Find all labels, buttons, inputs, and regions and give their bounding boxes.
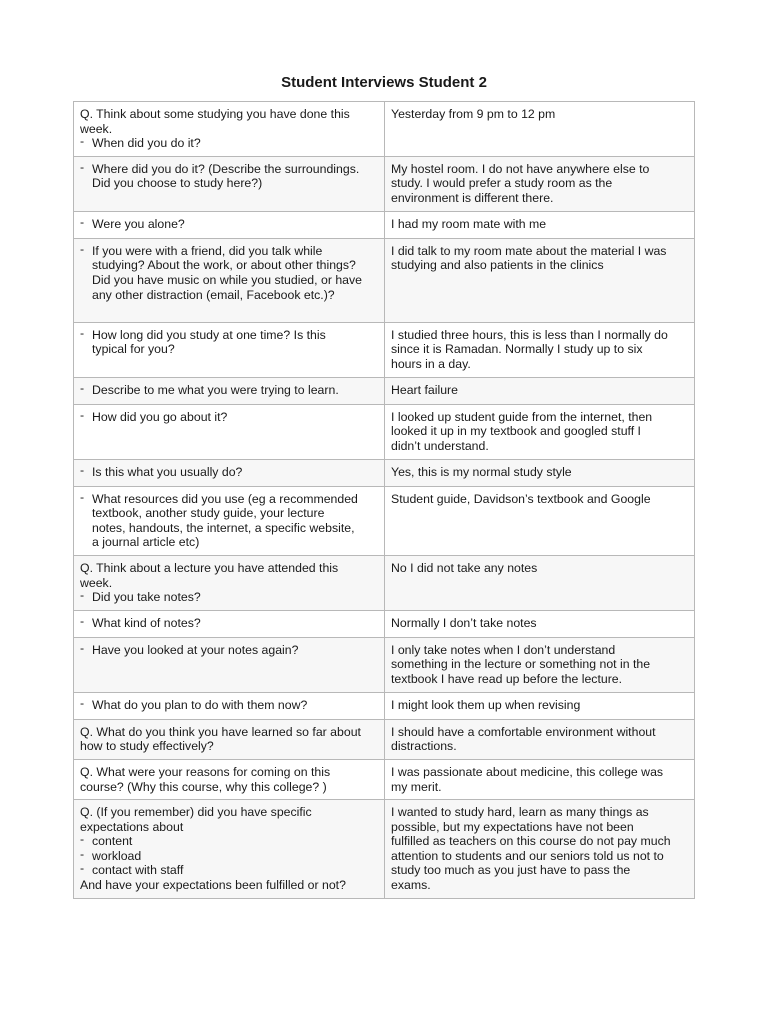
answer-line: my merit. [391, 779, 442, 794]
answer-line: attention to students and our seniors told us not to [391, 848, 664, 863]
answer-line: I studied three hours, this is less than I normally do [391, 327, 668, 342]
answer-cell [385, 637, 695, 692]
answer-cell [385, 404, 695, 459]
question-cell [74, 238, 385, 322]
question-cell [74, 211, 385, 238]
answer-line: I did talk to my room mate about the material I was [391, 243, 667, 258]
table-row [74, 759, 695, 799]
answer-line: hours in a day. [391, 356, 471, 371]
table-row [74, 102, 695, 157]
question-line: - How did you go about it? [80, 410, 378, 425]
answer-line: textbook I have read up before the lecture. [391, 671, 623, 686]
answer-cell [385, 555, 695, 610]
question-cell [74, 719, 385, 759]
question-cell [74, 555, 385, 610]
answer-line: I had my room mate with me [391, 216, 547, 231]
answer-line: didn’t understand. [391, 438, 489, 453]
answer-line: No I did not take any notes [391, 560, 538, 575]
answer-line: I looked up student guide from the internet, then [391, 409, 653, 424]
question-line: - workload [80, 849, 378, 864]
answer-cell [385, 759, 695, 799]
question-line: - Did you take notes? [80, 590, 378, 605]
question-line: - When did you do it? [80, 136, 378, 151]
answer-line: Student guide, Davidson’s textbook and Google [391, 491, 651, 506]
question-line: week. [80, 121, 113, 136]
question-line: - Is this what you usually do? [80, 465, 378, 480]
question-line: Q. What do you think you have learned so far about [80, 724, 361, 739]
answer-line: something in the lecture or something not in the [391, 657, 651, 672]
question-line: - Were you alone? [80, 217, 378, 232]
answer-line: since it is Ramadan. Normally I study up to six [391, 342, 643, 357]
answer-line: distractions. [391, 739, 457, 754]
answer-line: fulfilled as teachers on this course do not pay much [391, 834, 671, 849]
answer-line: looked it up in my textbook and googled stuff I [391, 424, 641, 439]
answer-line: Yes, this is my normal study style [391, 464, 572, 479]
answer-line: Yesterday from 9 pm to 12 pm [391, 107, 556, 121]
answer-line: My hostel room. I do not have anywhere else to [391, 161, 650, 176]
answer-cell [385, 486, 695, 555]
answer-line: I should have a comfortable environment without [391, 724, 656, 739]
table-row [74, 610, 695, 637]
question-cell [74, 377, 385, 404]
question-line: - How long did you study at one time? Is this [80, 328, 378, 343]
answer-line: Normally I don’t take notes [391, 615, 537, 630]
table-row [74, 486, 695, 555]
table-row [74, 211, 695, 238]
table-row [74, 377, 695, 404]
table-row [74, 800, 695, 899]
answer-line: Heart failure [391, 382, 458, 397]
table-row [74, 719, 695, 759]
question-line: course? (Why this course, why this college? ) [80, 779, 327, 794]
table-row [74, 156, 695, 211]
answer-cell [385, 322, 695, 377]
question-line: Q. What were your reasons for coming on this [80, 764, 331, 779]
question-line: - If you were with a friend, did you talk while [80, 244, 378, 259]
question-cell [74, 759, 385, 799]
answer-cell [385, 211, 695, 238]
answer-line: study. I would prefer a study room as the [391, 176, 613, 191]
answer-cell [385, 102, 695, 157]
question-line: - What kind of notes? [80, 616, 378, 631]
question-cell [74, 800, 385, 899]
question-cell [74, 637, 385, 692]
answer-line: I was passionate about medicine, this college was [391, 764, 664, 779]
question-cell [74, 322, 385, 377]
answer-line: exams. [391, 878, 431, 893]
answer-cell [385, 719, 695, 759]
question-line: week. [80, 575, 113, 590]
answer-cell [385, 610, 695, 637]
answer-line: I only take notes when I don’t understand [391, 642, 616, 657]
question-line: - content [80, 834, 378, 849]
question-line: And have your expectations been fulfilled or not? [80, 878, 346, 893]
question-line: textbook, another study guide, your lecture [92, 506, 325, 521]
answer-cell [385, 238, 695, 322]
table-row [74, 692, 695, 719]
question-line: - Describe to me what you were trying to learn. [80, 383, 378, 398]
table-row [74, 322, 695, 377]
answer-line: study too much as you just have to pass the [391, 863, 631, 878]
question-line: studying? About the work, or about other things? [92, 258, 356, 273]
table-row [74, 459, 695, 486]
answer-line: I might look them up when revising [391, 697, 581, 712]
answer-cell [385, 377, 695, 404]
question-line: Q. Think about some studying you have done this [80, 107, 350, 121]
answer-cell [385, 156, 695, 211]
answer-line: studying and also patients in the clinics [391, 258, 604, 273]
question-line: - What do you plan to do with them now? [80, 698, 378, 713]
question-line: - Where did you do it? (Describe the surroundings. [80, 162, 378, 177]
question-line: - Have you looked at your notes again? [80, 643, 378, 658]
question-cell [74, 156, 385, 211]
question-line: Did you have music on while you studied, or have [92, 272, 362, 287]
question-cell [74, 610, 385, 637]
interview-rows [74, 102, 695, 899]
answer-line: I wanted to study hard, learn as many things as [391, 805, 649, 820]
question-line: - contact with staff [80, 863, 378, 878]
answer-line: possible, but my expectations have not been [391, 819, 634, 834]
table-row [74, 404, 695, 459]
question-line: any other distraction (email, Facebook etc.)? [92, 287, 335, 302]
question-line: - What resources did you use (eg a recommended [80, 492, 378, 507]
question-line: expectations about [80, 819, 184, 834]
question-line: how to study effectively? [80, 739, 214, 754]
question-cell [74, 102, 385, 157]
interview-table [73, 101, 695, 899]
question-line: Q. Think about a lecture you have attended this [80, 560, 339, 575]
question-line: Q. (If you remember) did you have specific [80, 805, 312, 820]
question-line: typical for you? [92, 342, 175, 357]
answer-cell [385, 459, 695, 486]
table-row [74, 637, 695, 692]
question-cell [74, 486, 385, 555]
question-line: notes, handouts, the internet, a specific website, [92, 520, 355, 535]
answer-cell [385, 692, 695, 719]
question-line: a journal article etc) [92, 535, 200, 550]
answer-line: environment is different there. [391, 190, 554, 205]
question-cell [74, 404, 385, 459]
table-row [74, 238, 695, 322]
question-cell [74, 692, 385, 719]
table-row [74, 555, 695, 610]
question-line: Did you choose to study here?) [92, 176, 263, 191]
answer-cell [385, 800, 695, 899]
document-title: Student Interviews Student 2 [281, 74, 487, 91]
question-cell [74, 459, 385, 486]
